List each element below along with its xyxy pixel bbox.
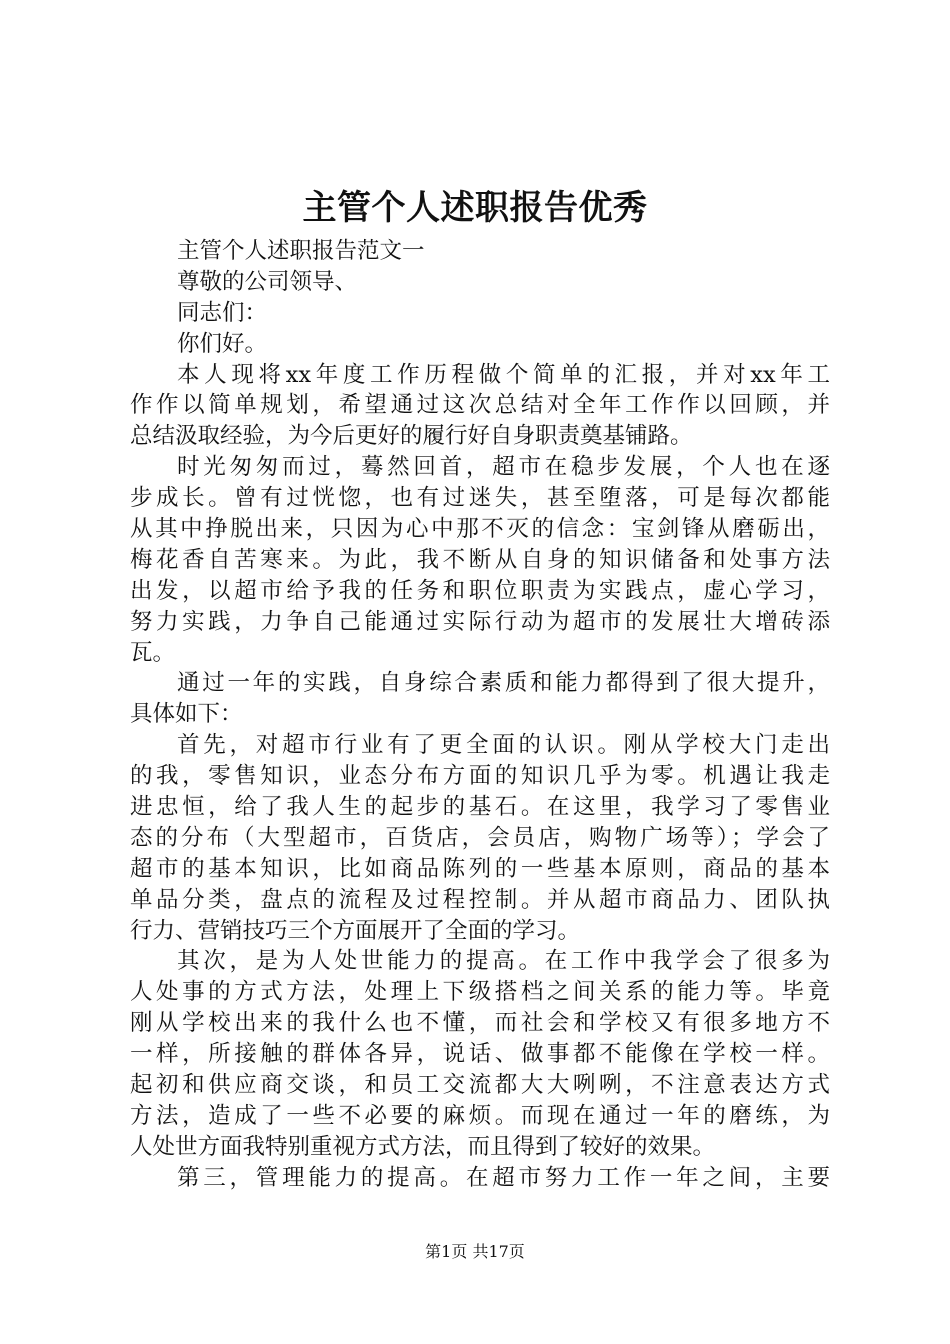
- body-line: 作作以简单规划，希望通过这次总结对全年工作作以回顾，并: [130, 392, 830, 419]
- body-line: 其次，是为人处世能力的提高。在工作中我学会了很多为: [177, 948, 830, 975]
- body-line: 努力实践，力争自己能通过实际行动为超市的发展壮大增砖添: [130, 608, 830, 635]
- document-body: [130, 236, 830, 1194]
- body-line: 主管个人述职报告范文一: [177, 238, 425, 264]
- body-line: 行力、营销技巧三个方面展开了全面的学习。: [130, 917, 581, 944]
- body-line: 你们好。: [177, 330, 268, 357]
- body-line: 的我，零售知识，业态分布方面的知识几乎为零。机遇让我走: [130, 763, 830, 790]
- body-line: 通过一年的实践，自身综合素质和能力都得到了很大提升，: [177, 670, 830, 697]
- body-line: 具体如下：: [130, 701, 243, 728]
- body-line: 方法，造成了一些不必要的麻烦。而现在通过一年的磨练，为: [130, 1102, 830, 1129]
- body-line: 首先，对超市行业有了更全面的认识。刚从学校大门走出: [177, 732, 830, 759]
- body-line: 尊敬的公司领导、: [177, 268, 358, 295]
- body-line: 人处世方面我特别重视方式方法，而且得到了较好的效果。: [130, 1133, 716, 1160]
- body-line: 总结汲取经验，为今后更好的履行好自身职责奠基铺路。: [130, 423, 693, 450]
- body-line: 本人现将xx年度工作历程做个简单的汇报，并对xx年工: [177, 361, 830, 388]
- body-line: 起初和供应商交谈，和员工交流都大大咧咧，不注意表达方式: [130, 1072, 830, 1099]
- page-footer: 第1页 共17页: [425, 1242, 525, 1261]
- body-line: 人处事的方式方法，处理上下级搭档之间关系的能力等。毕竟: [130, 979, 830, 1006]
- body-line: 步成长。曾有过恍惚，也有过迷失，甚至堕落，可是每次都能: [130, 485, 830, 512]
- document-title: 主管个人述职报告优秀: [302, 188, 648, 228]
- body-line: 超市的基本知识，比如商品陈列的一些基本原则，商品的基本: [130, 855, 830, 882]
- body-line: 进忠恒，给了我人生的起步的基石。在这里，我学习了零售业: [130, 794, 830, 821]
- body-line: 刚从学校出来的我什么也不懂，而社会和学校又有很多地方不: [130, 1010, 830, 1037]
- body-line: 从其中挣脱出来，只因为心中那不灭的信念：宝剑锋从磨砺出，: [130, 516, 830, 543]
- body-line: 瓦。: [130, 639, 176, 666]
- body-line: 梅花香自苦寒来。为此，我不断从自身的知识储备和处事方法: [130, 546, 830, 573]
- body-line: 时光匆匆而过，蓦然回首，超市在稳步发展，个人也在逐: [177, 454, 830, 481]
- body-line: 同志们：: [177, 299, 268, 326]
- body-line: 单品分类，盘点的流程及过程控制。并从超市商品力、团队执: [130, 886, 830, 913]
- body-line: 一样，所接触的群体各异，说话、做事都不能像在学校一样。: [130, 1041, 830, 1068]
- body-line: 第三，管理能力的提高。在超市努力工作一年之间，主要: [177, 1164, 830, 1191]
- body-line: 态的分布（大型超市，百货店，会员店，购物广场等）；学会了: [130, 824, 830, 851]
- body-line: 出发，以超市给予我的任务和职位职责为实践点，虚心学习，: [130, 577, 830, 604]
